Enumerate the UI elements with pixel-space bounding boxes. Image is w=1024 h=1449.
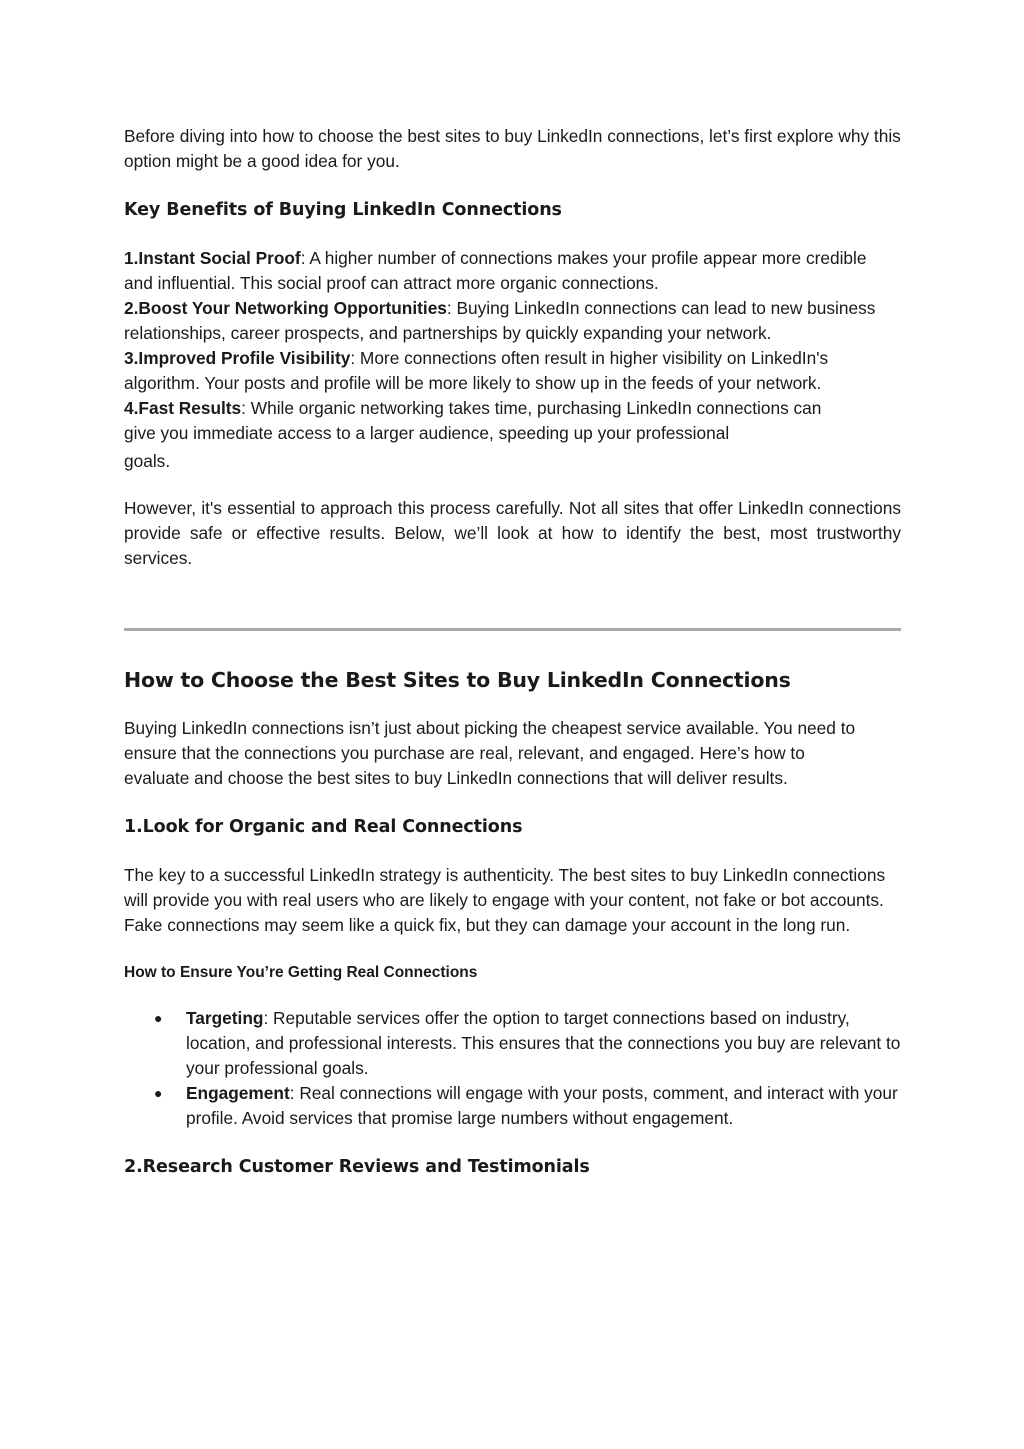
benefit-item <box>124 296 894 346</box>
benefit-title: 3.Improved Profile Visibility <box>124 348 351 368</box>
bullet-title: Engagement <box>186 1083 290 1103</box>
document-page <box>124 124 901 1180</box>
benefit-item <box>124 396 824 446</box>
benefit-text: : A higher number of connections makes your profile appear more credible and influential. This social proof can attract more organic connections. <box>124 248 867 293</box>
bullet-icon: ● <box>154 1010 163 1026</box>
benefit-item <box>124 346 894 396</box>
benefit-text: goals. <box>124 451 171 471</box>
ensure-bullet-list <box>124 1006 901 1131</box>
caution-paragraph: However, it's essential to approach this process carefully. Not all sites that offer LinkedIn connections provide safe or effective results. Below, we’ll look at how to identify the best, most trustworthy services. <box>124 498 901 568</box>
bullet-title: Targeting <box>186 1008 264 1028</box>
benefit-item <box>124 246 894 296</box>
bullet-text: : Real connections will engage with your posts, comment, and interact with your profile. Avoid services that promise large numbers without engagement. <box>186 1083 898 1128</box>
section2-heading: 2.Research Customer Reviews and Testimonials <box>124 1157 590 1177</box>
benefit-text: : More connections often result in higher visibility on LinkedIn's algorithm. Your posts and profile will be more likely to show up in the feeds of your network. <box>124 348 829 393</box>
list-item <box>124 1081 901 1131</box>
benefits-heading: Key Benefits of Buying LinkedIn Connections <box>124 200 562 220</box>
benefit-title: 4.Fast Results <box>124 398 242 418</box>
choose-intro-paragraph: Buying LinkedIn connections isn’t just about picking the cheapest service available. You need to ensure that the connections you purchase are real, relevant, and engaged. Here’s how to evaluate and choose the best sites to buy LinkedIn connections that will deliver results. <box>124 718 856 788</box>
ensure-heading: How to Ensure You’re Getting Real Connections <box>124 964 478 981</box>
benefits-list <box>124 246 894 474</box>
benefit-item <box>124 449 894 474</box>
benefit-text: : Buying LinkedIn connections can lead to new business relationships, career prospects, and partnerships by quickly expanding your network. <box>124 298 876 343</box>
section1-paragraph: The key to a successful LinkedIn strategy is authenticity. The best sites to buy LinkedIn connections will provide you with real users who are likely to engage with your content, not fake or bot accounts. Fake connections may seem like a quick fix, but they can damage your account in the long run. <box>124 865 886 935</box>
intro-paragraph: Before diving into how to choose the best sites to buy LinkedIn connections, let’s first explore why this option might be a good idea for you. <box>124 126 901 171</box>
bullet-text: : Reputable services offer the option to target connections based on industry, location, and professional interests. This ensures that the connections you buy are relevant to your professional goals. <box>186 1008 901 1078</box>
bullet-icon: ● <box>154 1085 163 1101</box>
choose-heading: How to Choose the Best Sites to Buy LinkedIn Connections <box>124 668 791 692</box>
benefit-title: 1.Instant Social Proof <box>124 248 301 268</box>
section1-heading: 1.Look for Organic and Real Connections <box>124 817 523 837</box>
benefit-title: 2.Boost Your Networking Opportunities <box>124 298 447 318</box>
list-item <box>124 1006 901 1081</box>
benefit-text: : While organic networking takes time, purchasing LinkedIn connections can give you immediate access to a larger audience, speeding up your professional <box>124 398 822 443</box>
